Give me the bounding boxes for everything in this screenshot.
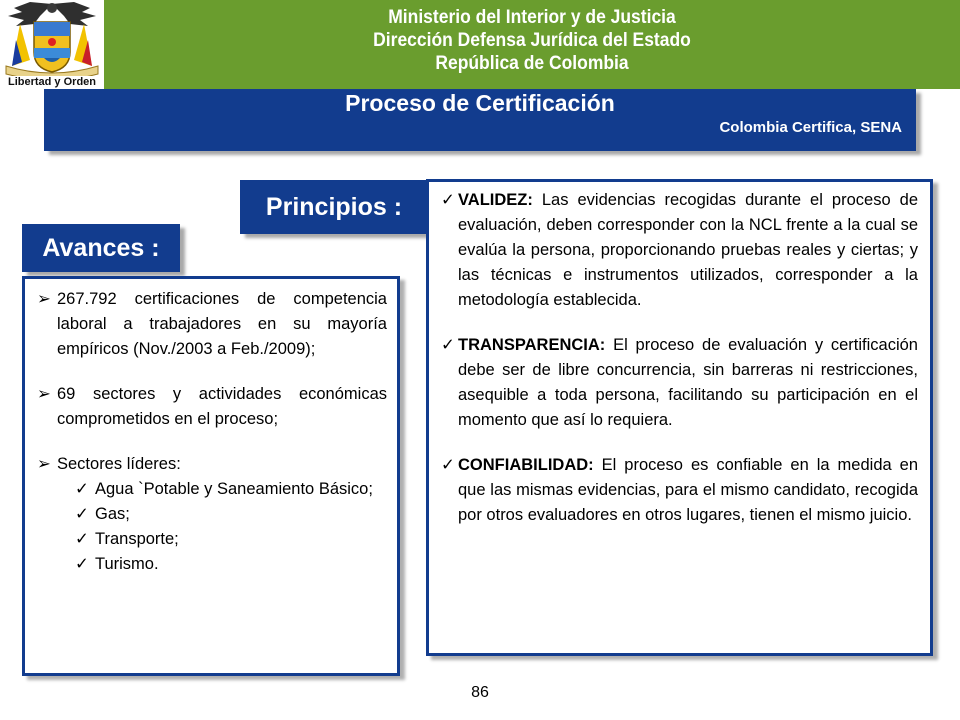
sector-item xyxy=(75,477,387,502)
principio-text: El proceso es confiable en la medida en que las mismas evidencias, para el mismo candidato, recogida por otros evaluadores en otros lugares, tienen el mismo juicio. xyxy=(458,456,918,524)
avances-item-text: 267.792 certificaciones de competencia laboral a trabajadores en su mayoría empíricos (Nov./2003 a Feb./2009); xyxy=(57,290,387,358)
page-number: 86 xyxy=(471,684,489,701)
principio-item xyxy=(441,333,918,433)
coat-of-arms-motto: Libertad y Orden xyxy=(7,76,97,88)
check-icon: ✓ xyxy=(441,191,455,209)
check-icon: ✓ xyxy=(75,555,89,573)
ministry-line-3: República de Colombia xyxy=(435,53,629,74)
check-icon: ✓ xyxy=(441,456,455,474)
ministry-header xyxy=(104,0,960,89)
sector-item xyxy=(75,502,387,527)
page-title: Proceso de Certificación xyxy=(345,90,615,116)
check-icon: ✓ xyxy=(75,505,89,523)
arrow-bullet-icon: ➢ xyxy=(37,455,51,473)
avances-item-text: 69 sectores y actividades económicas comprometidos en el proceso; xyxy=(57,385,387,428)
principio-term: TRANSPARENCIA: xyxy=(458,336,606,354)
sector-item xyxy=(75,552,387,577)
principio-text: El proceso de evaluación y certificación debe ser de libre concurrencia, sin barreras ni restricciones, asequible a toda persona, facilitando su participación en el momento que así lo requiera. xyxy=(458,336,918,429)
principio-item xyxy=(441,453,918,528)
avances-item-text: Sectores líderes: xyxy=(57,455,181,473)
principio-text: Las evidencias recogidas durante el proceso de evaluación, deben corresponder con la NCL frente a la cual se evalúa la persona, proporcionando pruebas reales y ciertas; y las técnicas e instrumentos utilizados, corresponder a la metodología establecida. xyxy=(458,191,918,309)
arrow-bullet-icon: ➢ xyxy=(37,290,51,308)
sector-item xyxy=(75,527,387,552)
avances-item xyxy=(37,452,387,477)
ministry-line-1: Ministerio del Interior y de Justicia xyxy=(388,7,676,28)
title-bar xyxy=(44,89,916,151)
check-icon: ✓ xyxy=(75,530,89,548)
avances-item xyxy=(37,287,387,362)
principio-item xyxy=(441,188,918,313)
arrow-bullet-icon: ➢ xyxy=(37,385,51,403)
principio-term: CONFIABILIDAD: xyxy=(458,456,594,474)
page-subtitle: Colombia Certifica, SENA xyxy=(719,119,902,136)
principios-tag: Principios : xyxy=(240,180,428,234)
ministry-line-2: Dirección Defensa Jurídica del Estado xyxy=(373,30,691,51)
coat-of-arms-logo xyxy=(0,0,104,92)
avances-box xyxy=(22,276,400,676)
sector-text: Gas; xyxy=(95,505,130,523)
check-icon: ✓ xyxy=(75,480,89,498)
avances-item xyxy=(37,382,387,432)
sector-text: Transporte; xyxy=(95,530,179,548)
sector-text: Turismo. xyxy=(95,555,159,573)
coat-of-arms-icon xyxy=(0,0,104,76)
avances-tag: Avances : xyxy=(22,224,180,272)
principio-term: VALIDEZ: xyxy=(458,191,533,209)
principios-box xyxy=(426,179,933,656)
sector-text: Agua `Potable y Saneamiento Básico; xyxy=(95,480,373,498)
check-icon: ✓ xyxy=(441,336,455,354)
